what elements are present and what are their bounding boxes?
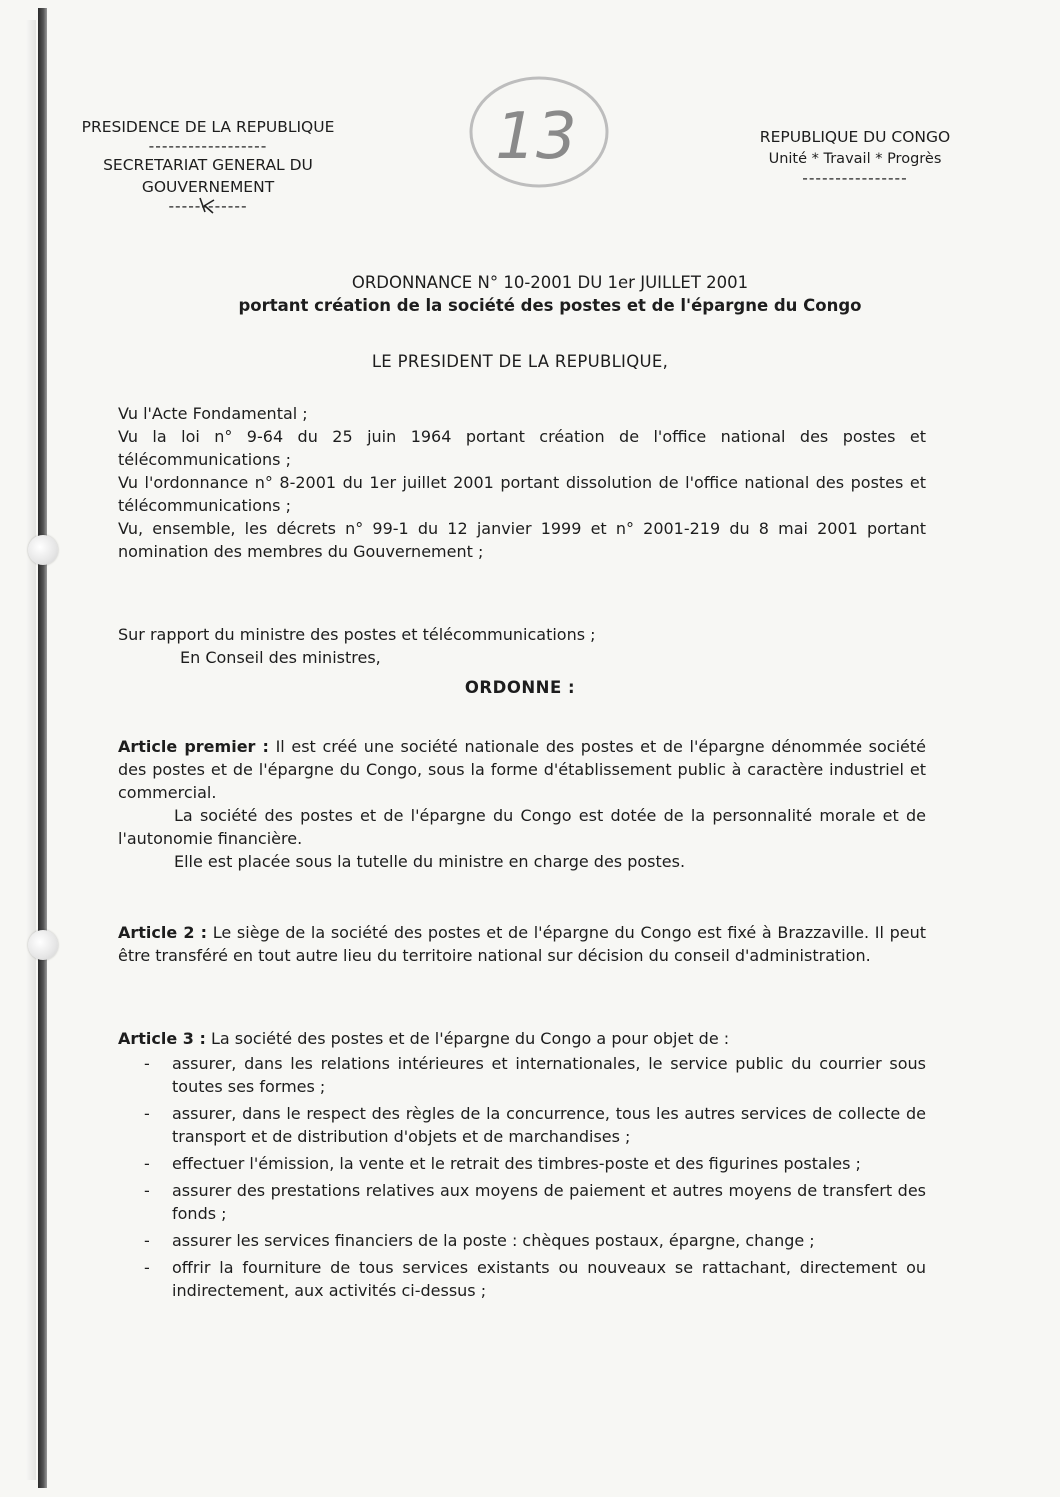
article-1-text: Il est créé une société nationale des postes et de l'épargne dénommée société des postes et de l'épargne du Congo, sous la forme d'établissement public à caractère industriel et commercial. [118,737,926,802]
list-item-text: effectuer l'émission, la vente et le retrait des timbres-poste et des figurines postales ; [172,1154,861,1173]
list-bullet: - [144,1104,150,1123]
article-3-intro-text: La société des postes et de l'épargne du Congo a pour objet de : [205,1029,730,1048]
article-2-label: Article 2 : [118,923,208,942]
visa-item: Vu, ensemble, les décrets n° 99-1 du 12 janvier 1999 et n° 2001-219 du 8 mai 2001 portant nomination des membres du Gouvernement ; [118,519,926,561]
article-3-list [118,1052,926,1302]
list-bullet: - [144,1154,150,1173]
visa-item: Vu l'Acte Fondamental ; [118,404,308,423]
president-heading: LE PRESIDENT DE LA REPUBLIQUE, [371,352,669,371]
list-bullet: - [144,1231,150,1250]
ordonnance-title [180,272,920,294]
list-bullet: - [144,1054,150,1073]
article-3-intro [118,1027,926,1050]
header-left [58,116,358,214]
list-item [118,1102,926,1148]
visa-item: Vu l'ordonnance n° 8-2001 du 1er juillet 2001 portant dissolution de l'office national des postes et télécommunications ; [118,473,926,515]
header-right-dashes: ---------------- [802,169,908,187]
list-item-text: assurer des prestations relatives aux moyens de paiement et autres moyens de transfert des fonds ; [172,1181,926,1223]
header-presidence: PRESIDENCE DE LA REPUBLIQUE [81,118,335,136]
article-1-para-3: Elle est placée sous la tutelle du ministre en charge des postes. [174,852,686,871]
handwritten-tick-mark [196,194,218,216]
list-item-text: assurer, dans le respect des règles de la concurrence, tous les autres services de collecte de transport et de distribution d'objets et de marchandises ; [172,1104,926,1146]
visa-item: Vu la loi n° 9-64 du 25 juin 1964 portant création de l'office national des postes et télécommunications ; [118,427,926,469]
punch-hole-top [28,535,58,565]
article-2-text: Le siège de la société des postes et de l'épargne du Congo est fixé à Brazzaville. Il peut être transféré en tout autre lieu du territoire national sur décision du conseil d'administration. [118,923,926,965]
stamp-number: 13 [495,100,577,174]
list-item [118,1256,926,1302]
list-bullet: - [144,1258,150,1277]
article-3 [118,1027,926,1306]
conseil-line: En Conseil des ministres, [180,648,381,667]
binding-edge [38,8,47,1488]
ordonne-heading: ORDONNE : [464,678,576,697]
list-item-text: assurer, dans les relations intérieures et internationales, le service public du courrier sous toutes ses formes ; [172,1054,926,1096]
header-gouvernement: GOUVERNEMENT [141,178,275,196]
ordonnance-title-text: ORDONNANCE N° 10-2001 DU 1er JUILLET 2001 [351,273,749,292]
header-secretariat: SECRETARIAT GENERAL DU [103,156,313,174]
article-1-para-2: La société des postes et de l'épargne du Congo est dotée de la personnalité morale et de l'autonomie financière. [118,806,926,848]
header-republique: REPUBLIQUE DU CONGO [759,128,951,146]
page-number-stamp [466,72,612,190]
list-item [118,1229,926,1252]
rapport-line: Sur rapport du ministre des postes et télécommunications ; [118,625,596,644]
article-2-para [118,921,926,967]
stamp-circle [466,72,612,190]
list-item-text: assurer les services financiers de la poste : chèques postaux, épargne, change ; [172,1231,815,1250]
rapport-section [118,623,926,669]
article-1-label: Article premier : [118,737,269,756]
list-bullet: - [144,1181,150,1200]
article-1 [118,735,926,873]
visas-section [118,402,926,563]
ordonnance-subtitle: portant création de la société des postes et de l'épargne du Congo [238,296,862,315]
punch-hole-bottom [28,930,58,960]
list-item [118,1179,926,1225]
header-motto: Unité * Travail * Progrès [768,151,942,167]
article-1-para-1 [118,735,926,804]
header-left-dashes-2-text: ------------ [168,197,248,215]
article-2 [118,921,926,967]
header-right [725,126,985,186]
header-left-dashes-1: ------------------ [148,137,268,155]
title-block [180,272,920,318]
list-item-text: offrir la fourniture de tous services existants ou nouveaux se rattachant, directement ou indirectement, aux activités ci-dessus ; [172,1258,926,1300]
article-3-label: Article 3 : [118,1029,206,1048]
binding-shadow [26,20,36,1480]
header-left-dashes-2 [58,198,358,214]
list-item [118,1052,926,1098]
list-item [118,1152,926,1175]
